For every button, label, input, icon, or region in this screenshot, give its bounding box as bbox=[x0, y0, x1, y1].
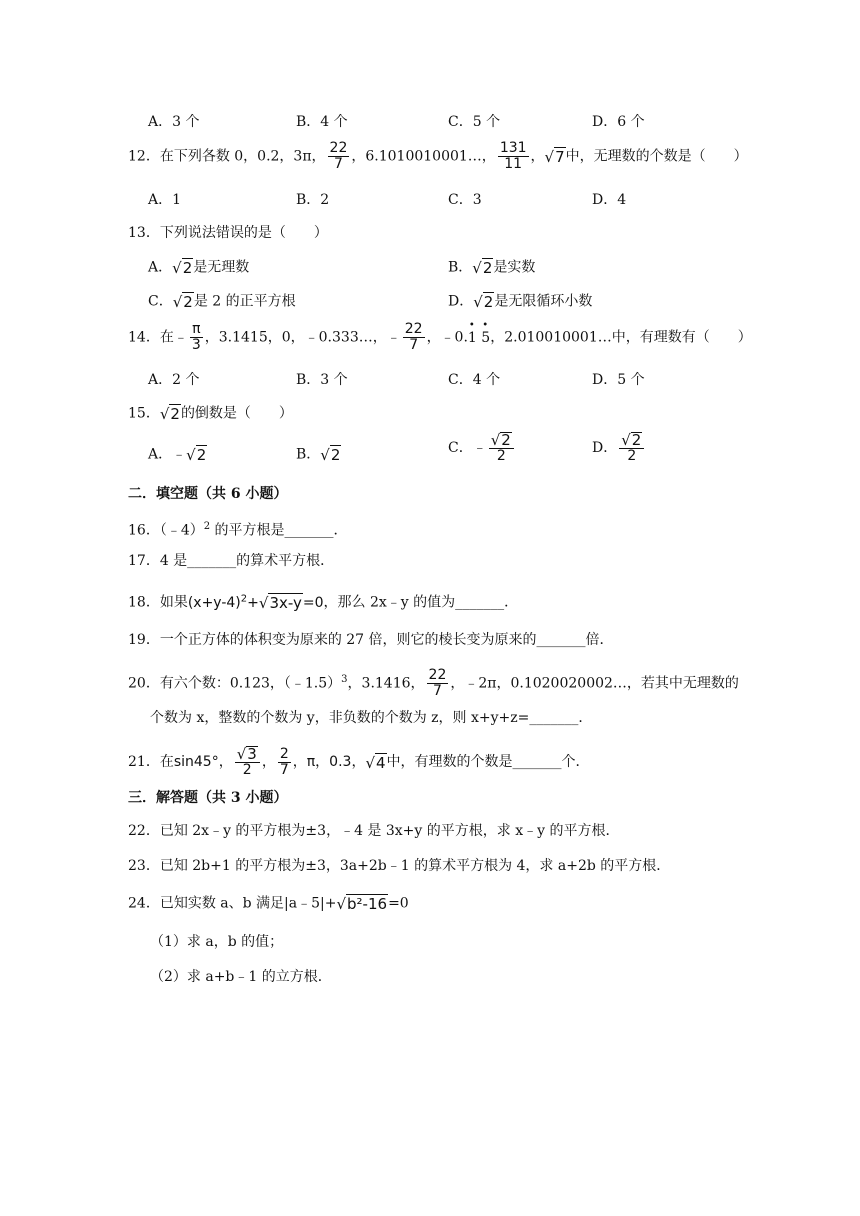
question-24-part2: （2）求 a+b﹣1 的立方根． bbox=[150, 969, 332, 985]
radical-sign: √ bbox=[365, 753, 375, 772]
repeating-digit: • 5 bbox=[481, 329, 490, 347]
q12-option-c: C．3 bbox=[448, 192, 482, 208]
radicand: 4 bbox=[376, 753, 386, 772]
question-15 bbox=[128, 404, 293, 423]
radicand: 2 bbox=[170, 405, 180, 423]
radical-sign: √ bbox=[544, 148, 555, 166]
q11-option-d: D．6 个 bbox=[592, 114, 645, 130]
question-18 bbox=[128, 590, 518, 612]
q12-suffix: 中，无理数的个数是（ ） bbox=[565, 148, 748, 165]
q20-prefix: 20．有六个数：0.123，（﹣1.5） bbox=[128, 675, 342, 692]
radical-sign: √ bbox=[172, 259, 182, 277]
frac-den: 7 bbox=[433, 683, 442, 699]
frac-num bbox=[489, 432, 514, 449]
q12-mid: ，6.1010010001…， bbox=[351, 148, 496, 165]
radical-sign: √ bbox=[258, 594, 269, 613]
q12-sep: ， bbox=[530, 148, 545, 165]
q15-stem: 的倒数是（ ） bbox=[180, 405, 293, 422]
frac-num: π bbox=[190, 322, 203, 338]
radicand: 3x-y bbox=[269, 594, 302, 613]
comma: ， bbox=[218, 754, 233, 770]
radicand: 2 bbox=[482, 259, 493, 277]
exponent: 2 bbox=[203, 521, 211, 532]
sqrt-3 bbox=[237, 746, 258, 762]
comma: ， bbox=[292, 754, 307, 770]
frac-den: 7 bbox=[334, 156, 343, 172]
sqrt-b2-16 bbox=[336, 894, 388, 913]
question-22: 22．已知 2x﹣y 的平方根为±3，﹣4 是 3x+y 的平方根，求 x﹣y 的平方根． bbox=[128, 823, 620, 839]
exponent: 3 bbox=[341, 673, 348, 685]
radicand: 2 bbox=[330, 446, 341, 464]
radical-sign: √ bbox=[159, 405, 170, 423]
frac-num bbox=[619, 432, 644, 449]
option-letter: D． bbox=[592, 440, 618, 456]
radicand: 2 bbox=[182, 259, 193, 277]
plus-sign: + bbox=[247, 594, 259, 611]
sqrt-4 bbox=[365, 753, 386, 772]
radical-sign: √ bbox=[186, 446, 196, 464]
question-21 bbox=[128, 746, 590, 778]
sqrt-2 bbox=[186, 445, 207, 464]
radical-sign: √ bbox=[473, 293, 483, 311]
fraction-22-7 bbox=[403, 322, 425, 353]
q14-mid2: ，﹣0. bbox=[426, 329, 468, 346]
question-17: 17．4 是_______的算术平方根． bbox=[128, 553, 335, 569]
q13-option-c bbox=[148, 292, 296, 311]
question-12 bbox=[128, 141, 748, 172]
q15-option-c bbox=[448, 432, 516, 464]
q15-option-a bbox=[148, 445, 207, 464]
decimal-0-3: 0.3 bbox=[329, 754, 352, 770]
sqrt-2 bbox=[160, 404, 181, 423]
option-letter: A． bbox=[148, 259, 173, 276]
radicand: 2 bbox=[196, 446, 207, 464]
question-13: 13．下列说法错误的是（ ） bbox=[128, 225, 328, 241]
comma: ， bbox=[261, 754, 276, 770]
frac-den: 2 bbox=[242, 762, 252, 778]
q11-option-a: A．3 个 bbox=[148, 114, 200, 130]
frac-den: 2 bbox=[496, 448, 506, 464]
q18-expression bbox=[188, 595, 324, 611]
fraction-sqrt2-2 bbox=[619, 432, 644, 464]
sqrt-2 bbox=[173, 292, 194, 311]
fraction-sqrt3-2 bbox=[235, 746, 260, 778]
q20-mid: ，3.1416， bbox=[347, 675, 425, 692]
sqrt-2 bbox=[320, 445, 341, 464]
frac-den: 7 bbox=[409, 337, 419, 353]
option-letter: B． bbox=[296, 446, 321, 463]
sqrt-2 bbox=[472, 258, 493, 277]
equals-zero: =0 bbox=[388, 895, 409, 912]
fraction-22-7 bbox=[328, 141, 350, 172]
expr-term: (x+y-4) bbox=[187, 594, 241, 611]
q21-prefix: 21．在 bbox=[128, 754, 174, 770]
fraction-sqrt2-2 bbox=[489, 432, 514, 464]
q18-prefix: 18．如果 bbox=[128, 594, 188, 611]
q14-option-c: C．4 个 bbox=[448, 372, 501, 388]
sin45: sin45° bbox=[173, 754, 219, 770]
q14-option-a: A．2 个 bbox=[148, 372, 200, 388]
frac-num: 131 bbox=[499, 140, 527, 156]
option-text: 是无限循环小数 bbox=[494, 293, 593, 310]
sqrt-3x-y bbox=[259, 593, 303, 612]
q14-prefix: 14．在﹣ bbox=[128, 329, 188, 346]
comma: ， bbox=[351, 754, 366, 770]
radical-sign: √ bbox=[472, 259, 482, 277]
q12-prefix: 12．在下列各数 0，0.2，3π， bbox=[128, 148, 326, 165]
q15-option-b bbox=[296, 445, 341, 464]
sqrt-2 bbox=[473, 292, 494, 311]
q16-text: 16．（﹣4） bbox=[128, 522, 204, 539]
radical-sign: √ bbox=[490, 431, 501, 449]
pi: π bbox=[306, 754, 316, 770]
q20-suffix: ，﹣2π，0.1020020002…，若其中无理数的 bbox=[450, 675, 739, 692]
sqrt-2 bbox=[172, 258, 193, 277]
q14-option-d: D．5 个 bbox=[592, 372, 645, 388]
q15-number: 15． bbox=[128, 405, 160, 422]
question-20-line1 bbox=[128, 668, 739, 699]
sqrt-7 bbox=[545, 147, 566, 166]
q13-option-d bbox=[448, 292, 592, 311]
option-letter: C． bbox=[148, 293, 173, 310]
radical-sign: √ bbox=[236, 745, 247, 763]
q18-suffix: ，那么 2x﹣y 的值为_______． bbox=[323, 594, 519, 611]
q14-suffix: ，2.010010001…中，有理数有（ ） bbox=[490, 329, 752, 346]
q13-option-b bbox=[448, 258, 535, 277]
radicand: 2 bbox=[501, 431, 511, 449]
option-letter: D． bbox=[448, 293, 474, 310]
option-text: 是实数 bbox=[493, 259, 536, 276]
radicand: 2 bbox=[183, 293, 193, 311]
fraction-131-11 bbox=[498, 141, 529, 172]
fraction-22-7 bbox=[427, 668, 449, 699]
frac-den: 7 bbox=[279, 761, 289, 778]
q21-suffix: 中，有理数的个数是_______个． bbox=[386, 754, 590, 770]
question-19: 19．一个正方体的体积变为原来的 27 倍，则它的棱长变为原来的_______倍． bbox=[128, 632, 614, 648]
frac-num: 2 bbox=[279, 745, 289, 762]
radical-sign: √ bbox=[172, 293, 183, 311]
radicand: b²-16 bbox=[347, 895, 388, 913]
radicand: 7 bbox=[555, 148, 565, 166]
q12-option-a: A．1 bbox=[148, 192, 182, 208]
q24-prefix: 24．已知实数 a、b 满足|a﹣5|+ bbox=[128, 895, 337, 912]
radicand: 2 bbox=[483, 293, 494, 311]
frac-den: 2 bbox=[627, 448, 637, 464]
question-24 bbox=[128, 894, 409, 913]
section-fill-in-title: 二．填空题（共 6 小题） bbox=[128, 486, 288, 502]
radical-sign: √ bbox=[621, 431, 631, 449]
question-14 bbox=[128, 322, 752, 353]
q11-option-c: C．5 个 bbox=[448, 114, 501, 130]
radical-sign: √ bbox=[320, 446, 330, 464]
option-letter: A．﹣ bbox=[148, 446, 187, 463]
q14-mid1: ，3.1415，0，﹣0.333…，﹣ bbox=[204, 329, 401, 346]
q16-text: 的平方根是_______． bbox=[210, 522, 348, 539]
comma: ， bbox=[315, 754, 330, 770]
frac-den: 11 bbox=[504, 156, 523, 172]
q13-option-a bbox=[148, 258, 249, 277]
q15-option-d bbox=[592, 432, 646, 464]
question-23: 23．已知 2b+1 的平方根为±3，3a+2b﹣1 的算术平方根为 4，求 a+2b 的平方根． bbox=[128, 858, 671, 874]
exponent: 2 bbox=[240, 593, 248, 604]
fraction-2-7 bbox=[278, 747, 291, 778]
option-letter: C．﹣ bbox=[448, 440, 487, 456]
question-16 bbox=[128, 518, 348, 540]
radicand: 2 bbox=[631, 431, 642, 449]
option-text: 是无理数 bbox=[193, 259, 250, 276]
frac-num: 22 bbox=[428, 667, 447, 683]
option-letter: B． bbox=[448, 259, 473, 276]
q12-option-d: D．4 bbox=[592, 192, 627, 208]
sqrt-2 bbox=[621, 432, 642, 448]
repeating-digit: • 1 bbox=[468, 329, 477, 347]
equals-zero: =0 bbox=[302, 594, 324, 611]
frac-num bbox=[235, 746, 260, 763]
option-text: 是 2 的正平方根 bbox=[193, 293, 296, 310]
radical-sign: √ bbox=[336, 895, 347, 913]
fraction-pi-3 bbox=[190, 322, 203, 353]
frac-num: 22 bbox=[329, 140, 348, 156]
frac-den: 3 bbox=[191, 337, 201, 353]
section-solve-title: 三．解答题（共 3 小题） bbox=[128, 790, 288, 806]
question-20-line2: 个数为 x，整数的个数为 y，非负数的个数为 z，则 x+y+z=_______． bbox=[150, 710, 593, 726]
frac-num: 22 bbox=[404, 321, 423, 337]
radicand: 3 bbox=[247, 745, 257, 763]
q14-option-b: B．3 个 bbox=[296, 372, 348, 388]
q11-option-b: B．4 个 bbox=[296, 114, 348, 130]
q12-option-b: B．2 bbox=[296, 192, 330, 208]
question-24-part1: （1）求 a，b 的值； bbox=[150, 934, 284, 950]
sqrt-2 bbox=[491, 432, 512, 448]
